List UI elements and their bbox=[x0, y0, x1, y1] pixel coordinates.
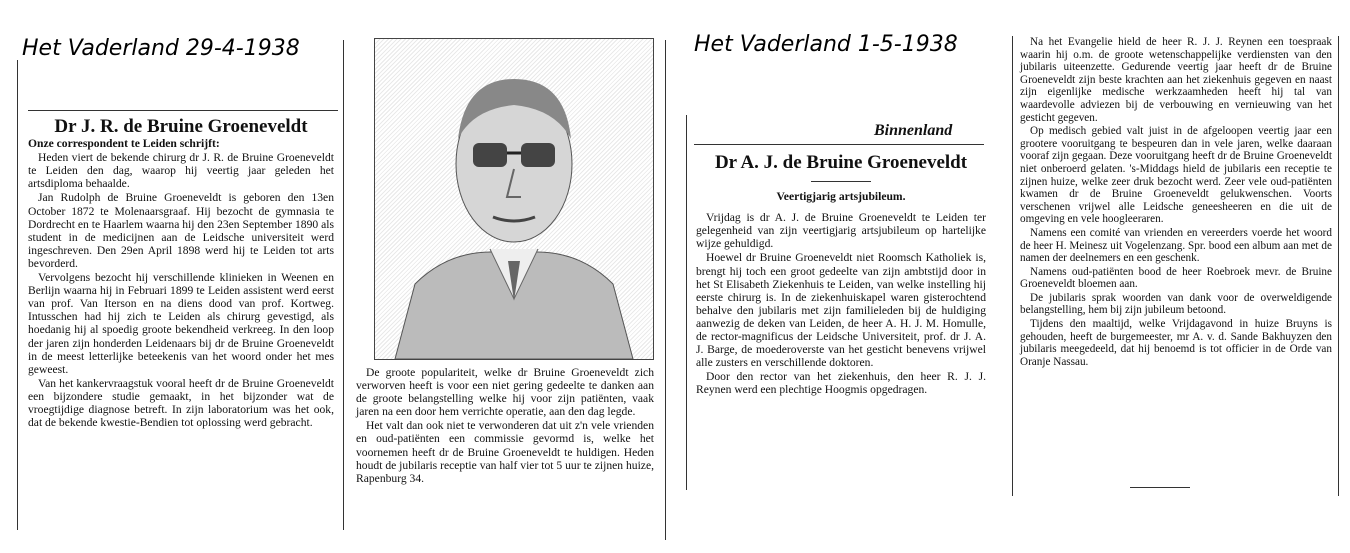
portrait-drawing bbox=[375, 39, 653, 359]
article2-paragraph: Vrijdag is dr A. J. de Bruine Groeneveldt te Leiden ter gelegenheid van zijn veertigjarig artsjubileum op hartelijke wijze gehuldigd. bbox=[696, 211, 986, 251]
header-right: Het Vaderland 1-5-1938 bbox=[694, 32, 958, 57]
clipping1-right-rule bbox=[665, 40, 666, 540]
article1-column1 bbox=[28, 116, 334, 430]
clipping2-left-rule bbox=[686, 115, 687, 490]
article2-col2-paragraph: Tijdens den maaltijd, welke Vrijdagavond in huize Bruyns is gehouden, heeft de burgemeester, mr A. v. d. Sande Bakhuyzen den jubilaris meegedeeld, dat hij benoemd is tot officier in de Orde van Oranje Nassau. bbox=[1020, 318, 1332, 368]
article2-subtitle: Veertigjarig artsjubileum. bbox=[776, 190, 906, 204]
clipping1-top-rule bbox=[28, 110, 338, 111]
article2-col2-paragraph: De jubilaris sprak woorden van dank voor de overweldigende belangstelling, hem bij zijn jubileum betoond. bbox=[1020, 291, 1332, 317]
article1-paragraph: Heden viert de bekende chirurg dr J. R. de Bruine Groeneveldt te Leiden den dag, waarop hij veertig jaar geleden het artsdiploma behaalde. bbox=[28, 151, 334, 191]
article1-paragraph: Vervolgens bezocht hij verschillende klinieken in Weenen en Berlijn waarna hij in Februari 1899 te Leiden assistent werd eerst van prof. Van Iterson en na diens dood van prof. Kortweg. Intusschen had hij zich te Leiden als chirurg gevestigd, als hoedanig hij al spoedig groote bekendheid verkreeg. In den loop der jaren zijn honderden Leidenaars bij dr de Bruine Groeneveldt in de meest letterlijke beteekenis van het woord onder het mes geweest. bbox=[28, 271, 334, 376]
caption-paragraph: Het valt dan ook niet te verwonderen dat uit z'n vele vrienden en oud-patiënten een commissie gevormd is, welke het voornemen heeft dr de Bruine Groeneveldt te huldigen. Heden houdt de jubilaris receptie van half vier tot 5 uur te zijnen huize, Rapenburg 34. bbox=[356, 419, 654, 485]
caption-paragraph: De groote populariteit, welke dr Bruine Groeneveldt zich verworven heeft is voor een niet gering gedeelte te danken aan de groote belangstelling welke hij voor zijn patiënten, vaak jaren na een door hem verrichte operatie, aan den dag legde. bbox=[356, 366, 654, 419]
article2-column1 bbox=[696, 152, 986, 398]
article2-paragraph: Door den rector van het ziekenhuis, den heer R. J. J. Reynen werd een plechtige Hoogmis opgedragen. bbox=[696, 370, 986, 397]
article1-title: Dr J. R. de Bruine Groeneveldt bbox=[54, 116, 308, 137]
article1-paragraph: Jan Rudolph de Bruine Groeneveldt is geboren den 13en October 1872 te Molenaarsgraaf. Hij bezocht de gymnasia te Dordrecht en te Haarlem waarna hij den 23en September 1890 als student in de medicijnen aan de Leidsche universiteit werd ingeschreven. Den 29en April 1898 werd hij te Leiden tot arts bevorderd. bbox=[28, 191, 334, 270]
header-left: Het Vaderland 29-4-1938 bbox=[22, 36, 300, 61]
article2-column2 bbox=[1020, 36, 1332, 369]
clipping1-left-rule bbox=[17, 60, 18, 530]
end-rule bbox=[1130, 487, 1190, 488]
section-rule bbox=[694, 144, 984, 145]
portrait-photo bbox=[374, 38, 654, 360]
section-label: Binnenland bbox=[874, 122, 953, 139]
article2-title: Dr A. J. de Bruine Groeneveldt bbox=[714, 152, 968, 173]
title-underline bbox=[811, 181, 871, 182]
clipping2-mid-rule bbox=[1012, 36, 1013, 496]
article1-byline: Onze correspondent te Leiden schrijft: bbox=[28, 137, 220, 151]
article2-paragraph: Hoewel dr Bruine Groeneveldt niet Roomsch Katholiek is, brengt hij toch een groot gedeelte van zijn ambtstijd door in het St Elisabeth Ziekenhuis te Leiden, van welke instelling hij eerste chirurg is. In de ziekenhuiskapel waren gisterochtend behalve den jubilaris met zijn familieleden bij de huldiging aanwezig de deken van Leiden, de heer A. H. J. M. Homulle, de rector-magnificus der Leidsche Universiteit, prof. dr J. A. J. Barge, de moederoverste van het gesticht benevens vrijwel alle zusters en verschillende doktoren. bbox=[696, 251, 986, 370]
article2-col2-paragraph: Namens een comité van vrienden en vereerders voerde het woord de heer H. Meinesz uit Vogelenzang. Spr. bood een album aan met de namen der deelnemers en een geschenk. bbox=[1020, 226, 1332, 265]
article1-caption-column bbox=[356, 366, 654, 486]
article2-col2-paragraph: Na het Evangelie hield de heer R. J. J. Reynen een toespraak waarin hij o.m. de groote wetenschappelijke verdiensten van den jubilaris uiteenzette. Gedurende veertig jaar heeft dr de Bruine Groeneveldt zijn beste krachten aan het ziekenhuis gegeven en naast zijn eigenlijke medische werkzaamheden heeft hij tal van waardevolle adviezen bij de verbouwing en vernieuwing van het gesticht gegeven. bbox=[1020, 36, 1332, 124]
clipping1-mid-rule bbox=[343, 40, 344, 530]
clipping2-right-rule bbox=[1338, 36, 1339, 496]
article2-col2-paragraph: Op medisch gebied valt juist in de afgeloopen veertig jaar een grootere vooruitgang te bespeuren dan in vele jaren, welke daaraan vooraf zijn gegaan. Deze vooruitgang heeft dr de Bruine Groeneveldt niet onberoerd gelaten. 's-Middags hield de jubilaris een receptie te zijnen huize, welke zeer druk bezocht werd. Zeer vele oud-patiënten kwamen dr de Bruine Groeneveldt gelukwenschen. Voorts verschenen vrijwel alle Leidsche geneesheeren en die uit de omgeving en vele hoogleeraren. bbox=[1020, 125, 1332, 226]
article1-paragraph: Van het kankervraagstuk vooral heeft dr de Bruine Groeneveldt een bijzondere studie gemaakt, in het bijzonder wat de vroegtijdige diagnose betreft. In zijn laboratorium was het ook, dat de bekende kwestie-Bendien tot oplossing werd gebracht. bbox=[28, 376, 334, 430]
article2-col2-paragraph: Namens oud-patiënten bood de heer Roebroek mevr. de Bruine Groeneveldt bloemen aan. bbox=[1020, 265, 1332, 291]
